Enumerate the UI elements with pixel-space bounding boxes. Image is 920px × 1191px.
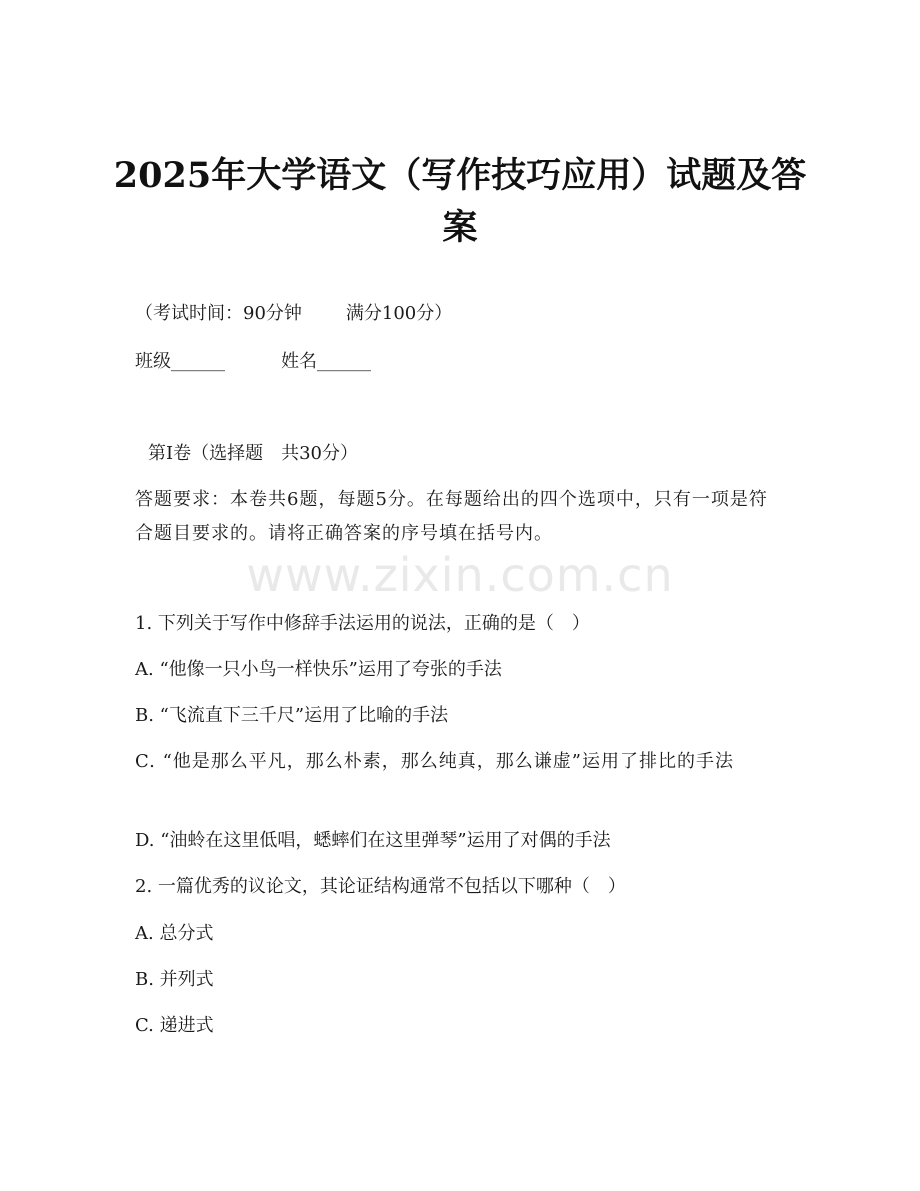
exam-info <box>135 302 452 326</box>
question-1-option-a: A. “他像一只小鸟一样快乐”运用了夸张的手法 <box>135 659 502 680</box>
exam-time: （考试时间：90分钟 <box>135 303 302 324</box>
question-1-option-d: D. “油蛉在这里低唱，蟋蟀们在这里弹琴”运用了对偶的手法 <box>135 830 611 851</box>
question-1-stem: 1. 下列关于写作中修辞手法运用的说法，正确的是（ ） <box>135 613 590 634</box>
student-info <box>135 350 371 374</box>
question-2-option-b: B. 并列式 <box>135 969 214 990</box>
question-1-option-c: C. “他是那么平凡，那么朴素，那么纯真，那么谦虚”运用了排比的手法 <box>135 751 734 772</box>
question-2-option-a: A. 总分式 <box>135 923 214 944</box>
document-title: 2025年大学语文（写作技巧应用）试题及答案 <box>113 155 807 248</box>
watermark: www.zixin.com.cn <box>246 548 674 602</box>
class-field-label: 班级______ <box>135 351 225 372</box>
section-heading: 第Ⅰ卷（选择题 共30分） <box>148 443 359 464</box>
question-2-stem: 2. 一篇优秀的议论文，其论证结构通常不包括以下哪种（ ） <box>135 876 626 897</box>
instructions: 答题要求：本卷共6题，每题5分。在每题给出的四个选项中，只有一项是符合题目要求的。请将正确答案的序号填在括号内。 <box>135 489 768 544</box>
full-score: 满分100分） <box>345 303 453 324</box>
name-field-label: 姓名______ <box>281 351 371 372</box>
question-1-option-b: B. “飞流直下三千尺”运用了比喻的手法 <box>135 705 449 726</box>
question-2-option-c: C. 递进式 <box>135 1015 214 1036</box>
